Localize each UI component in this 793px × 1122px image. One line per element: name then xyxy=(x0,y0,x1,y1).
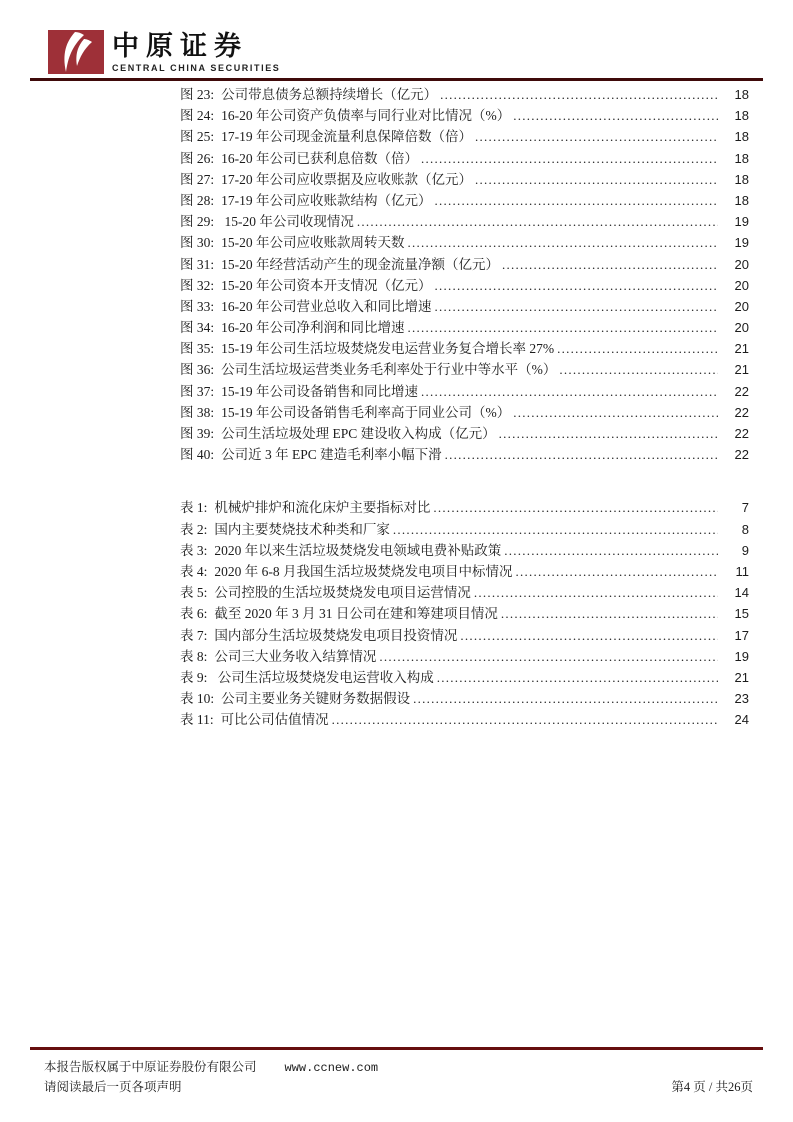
dot-leader xyxy=(499,423,718,444)
toc-entry-title: 15-19 年公司设备销售和同比增速 xyxy=(221,383,419,399)
toc-entry-number: 图 35: xyxy=(180,341,215,357)
toc-entry-page: 22 xyxy=(734,426,749,441)
dot-leader xyxy=(408,317,718,338)
dot-leader xyxy=(475,169,718,190)
toc-table-entry[interactable] xyxy=(180,625,749,646)
toc-entry-page: 24 xyxy=(734,712,749,728)
toc-table-entry[interactable] xyxy=(180,582,749,603)
dot-leader xyxy=(513,105,718,126)
toc-entry-title: 17-19 年公司现金流量利息保障倍数（倍） xyxy=(221,129,473,145)
toc-entry-title: 16-20 年公司已获利息倍数（倍） xyxy=(221,150,419,166)
toc-figure-entry[interactable] xyxy=(180,275,749,296)
toc-entry-number: 图 38: xyxy=(180,404,215,420)
toc-figure-entry[interactable] xyxy=(180,381,749,402)
toc-figure-entry[interactable] xyxy=(180,148,749,169)
toc-entry-page: 18 xyxy=(734,87,749,102)
toc-figure-entry[interactable] xyxy=(180,254,749,275)
toc-entry-number: 图 23: xyxy=(180,87,215,102)
toc-entry-page: 22 xyxy=(734,447,749,463)
toc-entry-page: 18 xyxy=(734,150,749,166)
toc-table-entry[interactable] xyxy=(180,561,749,582)
toc-entry-title: 公司主要业务关键财务数据假设 xyxy=(221,691,411,707)
table-of-contents xyxy=(180,84,749,730)
toc-table-entry[interactable] xyxy=(180,667,749,688)
toc-entry-number: 图 36: xyxy=(180,362,215,378)
toc-entry-number: 表 4: xyxy=(180,563,208,579)
toc-entry-number: 表 9: xyxy=(180,669,208,685)
toc-entry-page: 19 xyxy=(734,235,749,251)
toc-entry-page: 14 xyxy=(734,585,749,601)
dot-leader xyxy=(504,540,718,561)
toc-figure-entry[interactable] xyxy=(180,296,749,317)
toc-entry-title: 国内部分生活垃圾焚烧发电项目投资情况 xyxy=(214,627,458,643)
toc-entry-title: 公司生活垃圾焚烧发电运营收入构成 xyxy=(214,669,434,685)
dot-leader xyxy=(559,359,718,380)
page-indicator: 第4 页 / 共26页 xyxy=(671,1080,753,1094)
dot-leader xyxy=(474,582,718,603)
toc-figure-entry[interactable] xyxy=(180,444,749,465)
toc-figure-entry[interactable] xyxy=(180,338,749,359)
dot-leader xyxy=(475,126,718,147)
dot-leader xyxy=(379,646,718,667)
brand-logo-icon xyxy=(48,30,104,74)
toc-figure-entry[interactable] xyxy=(180,211,749,232)
dot-leader xyxy=(413,688,718,709)
toc-entry-page: 9 xyxy=(741,542,749,558)
dot-leader xyxy=(437,667,718,688)
toc-entry-title: 15-19 年公司设备销售毛利率高于同业公司（%） xyxy=(221,404,511,420)
toc-entry-title: 15-20 年公司应收账款周转天数 xyxy=(221,235,405,251)
toc-entry-page: 18 xyxy=(734,108,749,124)
toc-entry-number: 图 30: xyxy=(180,235,215,251)
copyright-text: 本报告版权属于中原证券股份有限公司 xyxy=(44,1060,257,1074)
toc-entry-number: 图 39: xyxy=(180,426,215,441)
toc-entry-title: 公司生活垃圾处理 EPC 建设收入构成（亿元） xyxy=(221,426,496,441)
toc-figure-entry[interactable] xyxy=(180,105,749,126)
toc-entry-number: 表 8: xyxy=(180,648,208,664)
company-logo xyxy=(48,30,280,74)
toc-entry-number: 图 40: xyxy=(180,447,215,463)
disclaimer-text: 请阅读最后一页各项声明 xyxy=(44,1080,182,1094)
toc-entry-page: 20 xyxy=(734,256,749,272)
toc-entry-number: 图 31: xyxy=(180,256,215,272)
toc-entry-number: 图 33: xyxy=(180,298,215,314)
toc-table-entry[interactable] xyxy=(180,688,749,709)
toc-entry-title: 截至 2020 年 3 月 31 日公司在建和筹建项目情况 xyxy=(214,606,498,622)
toc-entry-title: 17-19 年公司应收账款结构（亿元） xyxy=(221,192,432,208)
footer-disclaimer-line xyxy=(44,1077,753,1095)
dot-leader xyxy=(501,603,718,624)
toc-entry-title: 公司生活垃圾运营类业务毛利率处于行业中等水平（%） xyxy=(221,362,557,378)
dot-leader xyxy=(557,338,718,359)
toc-table-entry[interactable] xyxy=(180,709,749,730)
toc-entry-number: 图 28: xyxy=(180,192,215,208)
toc-entry-title: 2020 年以来生活垃圾焚烧发电领域电费补贴政策 xyxy=(214,542,502,558)
toc-entry-number: 图 32: xyxy=(180,277,215,293)
tables-list xyxy=(180,497,749,730)
toc-entry-page: 20 xyxy=(734,298,749,314)
footer-copyright-line xyxy=(44,1057,753,1075)
page-header xyxy=(0,0,793,80)
dot-leader xyxy=(421,148,718,169)
toc-entry-title: 16-20 年公司营业总收入和同比增速 xyxy=(221,298,432,314)
toc-entry-title: 16-20 年公司资产负债率与同行业对比情况（%） xyxy=(221,108,511,124)
toc-entry-number: 表 7: xyxy=(180,627,208,643)
toc-entry-page: 21 xyxy=(734,669,749,685)
dot-leader xyxy=(440,84,718,105)
toc-entry-number: 表 5: xyxy=(180,585,208,601)
toc-entry-number: 表 2: xyxy=(180,521,208,537)
toc-entry-page: 20 xyxy=(734,320,749,336)
dot-leader xyxy=(445,444,718,465)
toc-entry-number: 图 34: xyxy=(180,320,215,336)
toc-entry-title: 公司三大业务收入结算情况 xyxy=(214,648,377,664)
toc-entry-page: 8 xyxy=(741,521,749,537)
toc-entry-number: 表 1: xyxy=(180,500,208,516)
dot-leader xyxy=(460,625,718,646)
brand-name-english: CENTRAL CHINA SECURITIES xyxy=(112,63,281,73)
website-link[interactable]: www.ccnew.com xyxy=(284,1061,379,1075)
toc-entry-number: 图 27: xyxy=(180,171,215,187)
toc-entry-number: 表 11: xyxy=(180,712,214,728)
toc-table-entry[interactable] xyxy=(180,540,749,561)
brand-text xyxy=(112,30,280,74)
toc-figure-entry[interactable] xyxy=(180,126,749,147)
toc-figure-entry[interactable] xyxy=(180,402,749,423)
toc-entry-page: 18 xyxy=(734,192,749,208)
footer-divider xyxy=(30,1047,763,1050)
figures-list xyxy=(180,84,749,465)
toc-entry-number: 表 10: xyxy=(180,691,215,707)
toc-entry-page: 19 xyxy=(734,214,749,230)
toc-entry-page: 20 xyxy=(734,277,749,293)
dot-leader xyxy=(516,561,718,582)
toc-table-entry[interactable] xyxy=(180,497,749,518)
dot-leader xyxy=(408,232,718,253)
dot-leader xyxy=(332,709,718,730)
toc-entry-number: 图 25: xyxy=(180,129,215,145)
toc-entry-number: 图 29: xyxy=(180,214,215,230)
dot-leader xyxy=(502,254,718,275)
toc-entry-title: 15-19 年公司生活垃圾焚烧发电运营业务复合增长率 27% xyxy=(221,341,555,357)
dot-leader xyxy=(393,519,718,540)
toc-entry-title: 16-20 年公司净利润和同比增速 xyxy=(221,320,405,336)
toc-entry-title: 15-20 年经营活动产生的现金流量净额（亿元） xyxy=(221,256,500,272)
toc-figure-entry[interactable] xyxy=(180,232,749,253)
toc-entry-page: 23 xyxy=(734,691,749,707)
toc-table-entry[interactable] xyxy=(180,646,749,667)
toc-figure-entry[interactable] xyxy=(180,84,749,105)
toc-entry-page: 21 xyxy=(734,341,749,357)
toc-entry-title: 15-20 年公司资本开支情况（亿元） xyxy=(221,277,432,293)
toc-entry-title: 机械炉排炉和流化床炉主要指标对比 xyxy=(214,500,431,516)
toc-entry-page: 18 xyxy=(734,171,749,187)
toc-entry-title: 公司控股的生活垃圾焚烧发电项目运营情况 xyxy=(214,585,471,601)
dot-leader xyxy=(435,275,718,296)
toc-figure-entry[interactable] xyxy=(180,317,749,338)
toc-figure-entry[interactable] xyxy=(180,190,749,211)
dot-leader xyxy=(357,211,718,232)
toc-figure-entry[interactable] xyxy=(180,169,749,190)
toc-entry-title: 公司近 3 年 EPC 建造毛利率小幅下滑 xyxy=(221,447,442,463)
dot-leader xyxy=(421,381,718,402)
toc-entry-title: 2020 年 6-8 月我国生活垃圾焚烧发电项目中标情况 xyxy=(214,563,513,579)
toc-table-entry[interactable] xyxy=(180,519,749,540)
toc-entry-number: 表 6: xyxy=(180,606,208,622)
toc-entry-number: 表 3: xyxy=(180,542,208,558)
toc-entry-number: 图 24: xyxy=(180,108,215,124)
toc-entry-title: 公司带息债务总额持续增长（亿元） xyxy=(221,87,438,102)
toc-entry-page: 22 xyxy=(734,404,749,420)
toc-entry-title: 可比公司估值情况 xyxy=(220,712,329,728)
dot-leader xyxy=(513,402,718,423)
header-divider xyxy=(30,78,763,81)
toc-entry-page: 22 xyxy=(734,383,749,399)
toc-entry-title: 国内主要焚烧技术种类和厂家 xyxy=(214,521,390,537)
toc-entry-title: 15-20 年公司收现情况 xyxy=(221,214,354,230)
toc-entry-number: 图 26: xyxy=(180,150,215,166)
dot-leader xyxy=(435,296,718,317)
toc-entry-title: 17-20 年公司应收票据及应收账款（亿元） xyxy=(221,171,473,187)
toc-figure-entry[interactable] xyxy=(180,423,749,444)
toc-entry-page: 19 xyxy=(734,648,749,664)
toc-figure-entry[interactable] xyxy=(180,359,749,380)
toc-entry-page: 11 xyxy=(735,563,749,579)
toc-entry-page: 7 xyxy=(741,500,749,516)
toc-entry-page: 17 xyxy=(734,627,749,643)
toc-entry-page: 18 xyxy=(734,129,749,145)
toc-entry-number: 图 37: xyxy=(180,383,215,399)
toc-entry-page: 15 xyxy=(734,606,749,622)
toc-entry-page: 21 xyxy=(734,362,749,378)
dot-leader xyxy=(433,497,718,518)
dot-leader xyxy=(435,190,718,211)
brand-name-chinese: 中原证券 xyxy=(112,31,248,61)
toc-table-entry[interactable] xyxy=(180,603,749,624)
